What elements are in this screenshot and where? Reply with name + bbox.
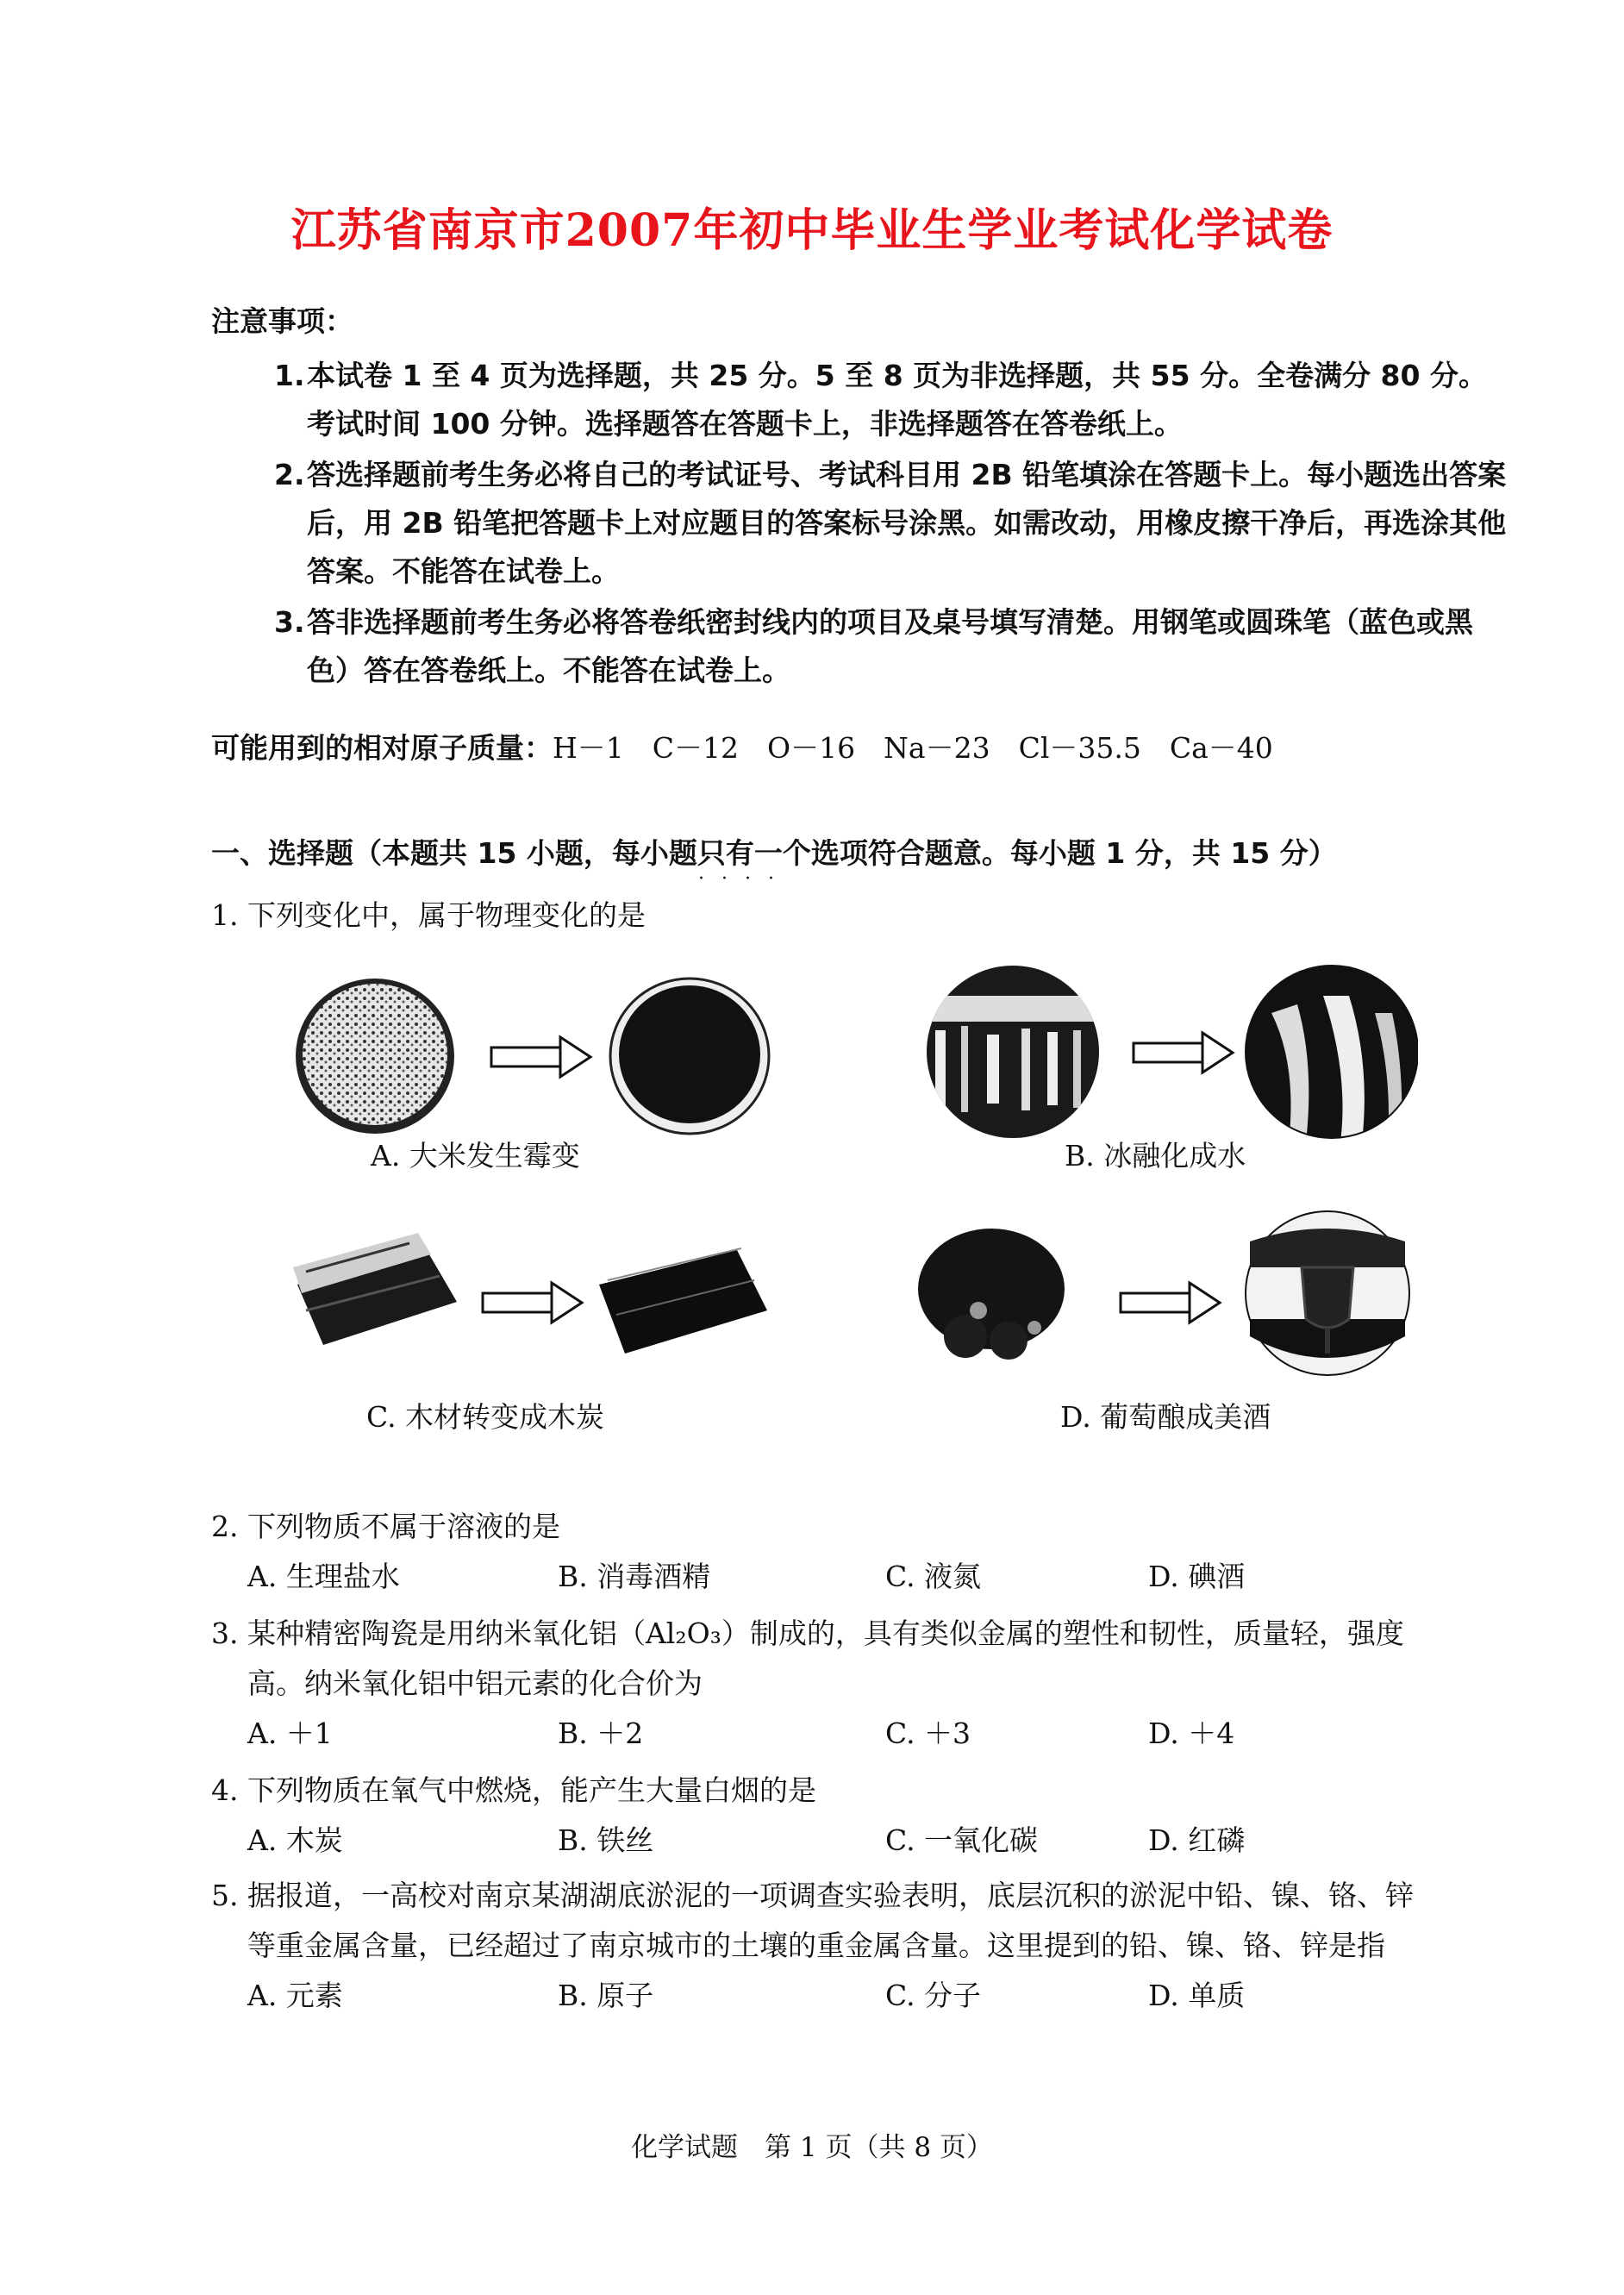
notice-text: 答选择题前考生务必将自己的考试证号、考试科目用 2B 铅笔填涂在答题卡上。每小题选出答案后，用 2B 铅笔把答题卡上对应题目的答案标号涂黑。如需改动，用橡皮擦干净后，再选涂其他答案。不能答在试卷上。 <box>307 458 1507 588</box>
wood-figure <box>289 1216 780 1371</box>
page-footer: 化学试题 第 1 页（共 8 页） <box>631 2132 993 2163</box>
atomic-mass-label: 可能用到的相对原子质量： <box>211 731 553 765</box>
wood-photo <box>293 1233 457 1345</box>
option-b: B. ＋2 <box>558 1717 644 1750</box>
option-d: D. 单质 <box>1148 1979 1246 2012</box>
notice-number: 1. <box>274 359 305 392</box>
options-row <box>211 1816 1504 1866</box>
option-b: B. 铁丝 <box>558 1823 654 1857</box>
option-a: A. 木炭 <box>247 1823 343 1857</box>
question-2 <box>211 1502 1504 1602</box>
notice-text: 答非选择题前考生务必将答卷纸密封线内的项目及桌号填写清楚。用钢笔或圆珠笔（蓝色或黑色）答在答卷纸上。不能答在试卷上。 <box>307 605 1473 687</box>
notice-text: 本试卷 1 至 4 页为选择题，共 25 分。5 至 8 页为非选择题，共 55 分。全卷满分 80 分。考试时间 100 分钟。选择题答在答题卡上，非选择题答在答卷纸上。 <box>307 359 1487 441</box>
option-a: A. 元素 <box>247 1979 343 2012</box>
option-d: D. 碘酒 <box>1148 1560 1246 1593</box>
grape-figure <box>914 1207 1422 1379</box>
arrow-icon <box>483 1283 582 1323</box>
charcoal-photo <box>599 1248 767 1354</box>
question-stem-line2: 高。纳米氧化铝中铝元素的化合价为 <box>247 1667 703 1700</box>
question-stem-line2: 等重金属含量，已经超过了南京城市的土壤的重金属含量。这里提到的铅、镍、铬、锌是指 <box>247 1929 1385 1962</box>
notice-list <box>274 352 1507 697</box>
atomic-mass-line <box>211 731 1273 766</box>
ice-photo <box>927 961 1099 1142</box>
option-d: D. 红磷 <box>1148 1823 1246 1857</box>
rice-figure <box>293 970 776 1142</box>
option-c: C. 液氮 <box>885 1560 982 1593</box>
emphasis-dots: ···· <box>698 868 791 890</box>
question-stem: 2. 下列物质不属于溶液的是 <box>211 1510 560 1543</box>
option-c: C. 一氧化碳 <box>885 1823 1039 1857</box>
wine-glass-photo <box>1246 1211 1409 1375</box>
option-c: C. ＋3 <box>885 1717 971 1750</box>
arrow-icon <box>1121 1283 1220 1323</box>
section-heading: 一、选择题（本题共 15 小题，每小题只有一个选项符合题意。每小题 1 分，共 15 分） <box>211 836 1337 870</box>
question-3 <box>211 1609 1504 1759</box>
grape-photo <box>918 1229 1065 1360</box>
option-c: C. 分子 <box>885 1979 982 2012</box>
figure-caption-c: C. 木材转变成木炭 <box>366 1400 605 1434</box>
option-d: D. ＋4 <box>1148 1717 1235 1750</box>
figure-caption-d: D. 葡萄酿成美酒 <box>1060 1400 1271 1434</box>
question-5 <box>211 1871 1504 2021</box>
notice-number: 3. <box>274 605 305 639</box>
question-1 <box>211 891 1504 941</box>
arrow-icon <box>1134 1033 1233 1072</box>
option-b: B. 消毒酒精 <box>558 1560 711 1593</box>
notice-item <box>274 451 1507 596</box>
option-a: A. 生理盐水 <box>247 1560 400 1593</box>
question-4 <box>211 1766 1504 1866</box>
figure-caption-b: B. 冰融化成水 <box>1065 1139 1246 1173</box>
option-a: A. ＋1 <box>247 1717 333 1750</box>
option-b: B. 原子 <box>558 1979 654 2012</box>
atomic-mass-values: H－1 C－12 O－16 Na－23 Cl－35.5 Ca－40 <box>553 731 1273 765</box>
exam-title: 江苏省南京市2007年初中毕业生学业考试化学试卷 <box>290 204 1334 257</box>
notice-number: 2. <box>274 458 305 491</box>
options-row <box>211 1552 1504 1602</box>
question-stem: 1. 下列变化中，属于物理变化的是 <box>211 898 646 932</box>
notice-heading: 注意事项： <box>211 304 353 338</box>
notice-item <box>274 598 1507 695</box>
question-stem: 4. 下列物质在氧气中燃烧，能产生大量白烟的是 <box>211 1773 816 1807</box>
ice-figure <box>927 961 1418 1142</box>
arrow-icon <box>491 1037 590 1077</box>
options-row <box>211 1971 1504 2021</box>
figure-caption-a: A. 大米发生霉变 <box>371 1139 580 1173</box>
water-photo <box>1246 961 1418 1142</box>
notice-item <box>274 352 1507 448</box>
options-row <box>211 1709 1504 1759</box>
question-stem-line1: 3. 某种精密陶瓷是用纳米氧化铝（Al₂O₃）制成的，具有类似金属的塑性和韧性，质量轻，强度 <box>211 1617 1404 1650</box>
question-stem-line1: 5. 据报道，一高校对南京某湖湖底淤泥的一项调查实验表明，底层沉积的淤泥中铅、镍、铬、锌 <box>211 1879 1414 1912</box>
